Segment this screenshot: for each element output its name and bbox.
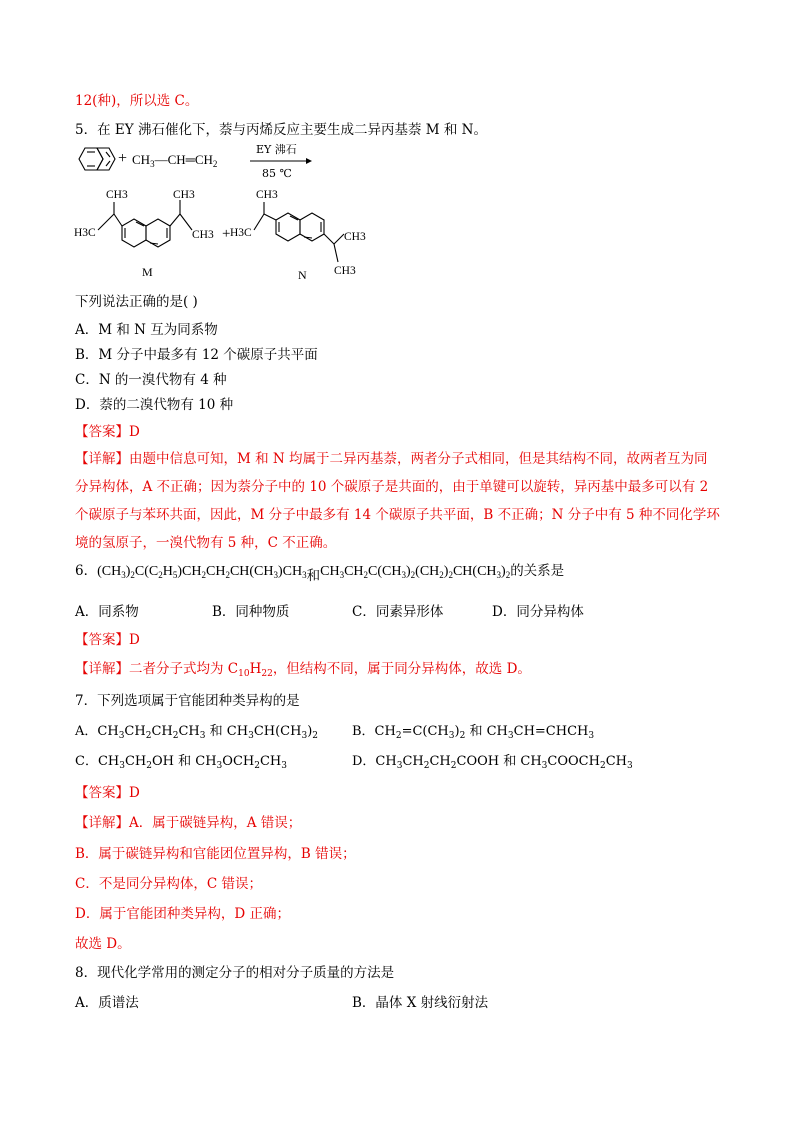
q7-detail-line-4: D．属于官能团种类异构，D 正确； (75, 906, 290, 922)
plus-sign: + (118, 150, 128, 167)
answer-label: 【答案】 (75, 424, 129, 440)
q5-option-b: B．M 分子中最多有 12 个碳原子共平面 (75, 347, 318, 363)
q7-option-c: C．$CH_3CH_2OH$ 和 $CH_3OCH_2CH_3$ (75, 754, 287, 771)
q5-reaction-line (70, 143, 310, 183)
q6-option-d: D．同分异构体 (492, 604, 584, 620)
label-m: M (142, 265, 153, 279)
q7-detail-line-5: 故选 D。 (75, 936, 131, 952)
q6-option-b: B．同种物质 (212, 604, 290, 620)
q6-formula-1: $(CH_3)_2C(C_2H_5)CH_2CH_2CH(CH_3)CH_3$ (97, 564, 307, 580)
propene-reagent: $CH_3—CH═CH_2$ (132, 152, 218, 169)
q5-ask: 下列说法正确的是( ) (75, 294, 198, 310)
n-h3c: H3C (230, 227, 252, 239)
q7-answer: 【答案】D (75, 785, 140, 801)
q5-stem: 5．在 EY 沸石催化下，萘与丙烯反应主要生成二异丙基萘 M 和 N。 (75, 122, 487, 138)
n-ch3-b: CH3 (334, 265, 356, 277)
m-ch3-top: CH3 (106, 189, 128, 201)
q7-detail-line-2: B．属于碳链异构和官能团位置异构，B 错误； (75, 846, 356, 862)
m-h3c: H3C (74, 227, 96, 239)
q7-option-a: A．$CH_3CH_2CH_2CH_3$ 和 $CH_3CH(CH_3)_2$ (75, 724, 318, 741)
q6-answer: 【答案】D (75, 632, 140, 648)
q7-detail-line-3: C．不是同分异构体，C 错误； (75, 876, 262, 892)
q7-stem: 7．下列选项属于官能团种类异构的是 (75, 693, 300, 709)
q6-option-a: A．同系物 (75, 604, 139, 620)
q5-detail-line-3: 个碳原子与苯环共面，因此，M 分子中最多有 14 个碳原子共平面，B 不正确；N 分子中有 5 种不同化学环 (75, 507, 720, 523)
q8-option-b: B．晶体 X 射线衍射法 (352, 995, 489, 1011)
temperature-label: 85 ℃ (262, 167, 292, 180)
q5-detail-line-1: 【详解】由题中信息可知，M 和 N 均属于二异丙基萘，两者分子式相同，但是其结构不同，故两者互为同 (75, 451, 708, 467)
q5-option-c: C．N 的一溴代物有 4 种 (75, 372, 227, 388)
q5-option-a: A．M 和 N 互为同系物 (75, 322, 218, 338)
m-ch3-right: CH3 (192, 229, 214, 241)
n-ch3-a: CH3 (344, 231, 366, 243)
q8-option-a: A．质谱法 (75, 995, 139, 1011)
n-ch3-top: CH3 (256, 189, 278, 201)
q8-stem: 8．现代化学常用的测定分子的相对分子质量的方法是 (75, 965, 395, 981)
q6-option-c: C．同素异形体 (352, 604, 444, 620)
answer-value: D (129, 424, 140, 440)
detail-label: 【详解】 (75, 451, 129, 467)
catalyst-label: EY 沸石 (256, 143, 297, 156)
q5-option-d: D．萘的二溴代物有 10 种 (75, 397, 234, 413)
q7-option-b: B．$CH_2=C(CH_3)_2$ 和 $CH_3CH=CHCH_3$ (352, 724, 595, 741)
prev-answer-tail: 12(种)，所以选 C。 (75, 93, 199, 109)
q7-detail-line-1: 【详解】A．属于碳链异构，A 错误； (75, 815, 302, 831)
product-n-structure (230, 186, 394, 286)
q7-option-d: D．$CH_3CH_2CH_2COOH$ 和 $CH_3COOCH_2CH_3$ (352, 754, 633, 771)
m-ch3-top2: CH3 (173, 189, 195, 201)
plus-sign-2: + (222, 226, 231, 242)
q6-stem: 6．$(CH_3)_2C(C_2H_5)CH_2CH_2CH(CH_3)CH_3$和$CH_3CH_2C(CH_3)_2(CH_2)_2CH(CH_3)_2$的关系是 (75, 563, 565, 584)
q6-detail: 【详解】二者分子式均为 $C_{10}H_{22}$，但结构不同，属于同分异构体，故选 D。 (75, 661, 531, 679)
q5-detail-line-4: 境的氢原子，一溴代物有 5 种，C 不正确。 (75, 535, 337, 551)
q5-answer (75, 423, 140, 441)
label-n: N (298, 268, 307, 282)
q5-detail-line-2: 分异构体，A 不正确；因为萘分子中的 10 个碳原子是共面的，由于单键可以旋转，异丙基中最多可以有 2 (75, 479, 709, 495)
q6-formula-2: $CH_3CH_2C(CH_3)_2(CH_2)_2CH(CH_3)_2$ (320, 564, 511, 580)
